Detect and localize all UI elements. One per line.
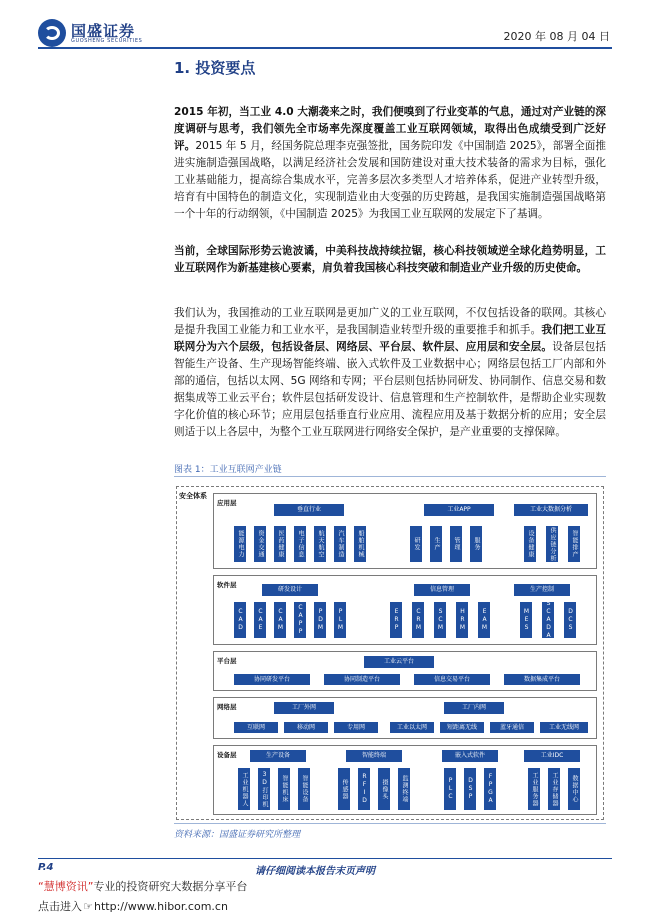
category-box: 研发设计 xyxy=(262,584,318,596)
paragraph-3-a: 我们认为，我国推动的工业互联网是更加广义的工业互联网，不仅包括设备的联网。其核心是提升我国工业能力和工业水平，是我国制造业转型升级的重要推手和抓手。 xyxy=(174,307,606,336)
page-number: P.4 xyxy=(38,862,54,873)
item-box: DCS xyxy=(564,602,576,638)
category-box: 智能终端 xyxy=(346,750,402,762)
watermark-brand: “慧博资讯” xyxy=(38,880,94,893)
item-box: 数据集成平台 xyxy=(504,674,580,685)
item-box: CAM xyxy=(274,602,286,638)
item-box: 智能设备 xyxy=(298,768,310,810)
item-box: 工业服务器 xyxy=(528,768,540,810)
category-box: 垂直行业 xyxy=(274,504,344,516)
category-box: 工厂内网 xyxy=(444,702,504,714)
item-box: SCM xyxy=(434,602,446,638)
category-box: 工业大数据分析 xyxy=(514,504,588,516)
item-box: DSP xyxy=(464,768,476,810)
item-box: 研发 xyxy=(410,526,422,562)
header-divider xyxy=(38,47,612,49)
company-logo xyxy=(38,19,168,49)
item-box: CRM xyxy=(412,602,424,638)
report-date: 2020 年 08 月 04 日 xyxy=(503,30,610,43)
figure-bottom-rule xyxy=(174,823,606,824)
category-box: 工业IDC xyxy=(524,750,580,762)
item-box: 摄像头 xyxy=(378,768,390,810)
watermark-enter-label: 点击进入 xyxy=(38,900,82,913)
item-box: 电子信息 xyxy=(294,526,306,562)
item-box: 工业机器人 xyxy=(238,768,250,810)
item-box: 传感器 xyxy=(338,768,350,810)
item-box: 数据中心 xyxy=(568,768,580,810)
layer-device xyxy=(213,745,597,815)
item-box: ERP xyxy=(390,602,402,638)
layer-software xyxy=(213,575,597,645)
item-box: 3D打印机 xyxy=(258,768,270,810)
category-box: 工业APP xyxy=(424,504,494,516)
item-box: 资金交通 xyxy=(254,526,266,562)
category-box: 生产设备 xyxy=(250,750,306,762)
watermark-line-2 xyxy=(38,898,228,914)
item-box: 能源电力 xyxy=(234,526,246,562)
item-box: 工业以太网 xyxy=(390,722,434,733)
item-box: CAPP xyxy=(294,602,306,638)
layer-application xyxy=(213,493,597,569)
item-box: HRM xyxy=(456,602,468,638)
item-box: 航天航空 xyxy=(314,526,326,562)
footer-divider xyxy=(38,858,612,859)
item-box: MES xyxy=(520,602,532,638)
category-box: 工业云平台 xyxy=(364,656,434,668)
item-box: RFID xyxy=(358,768,370,810)
layer-label-network: 网络层 xyxy=(217,703,237,711)
watermark-tagline: 专业的投资研究大数据分享平台 xyxy=(93,880,248,893)
watermark-line-1 xyxy=(38,878,247,894)
item-box: 智能排产 xyxy=(568,526,580,562)
disclaimer-note: 请仔细阅读本报告末页声明 xyxy=(255,866,375,877)
layer-label-application: 应用层 xyxy=(217,499,237,507)
item-box: 生产 xyxy=(430,526,442,562)
item-box: 蓝牙通信 xyxy=(490,722,534,733)
item-box: CAD xyxy=(234,602,246,638)
figure-caption: 图表 1：工业互联网产业链 xyxy=(174,465,282,475)
layer-network xyxy=(213,697,597,739)
paragraph-3-lead: 我们把工业互联网分为六个层级，包括设备层、网络层、平台层、软件层、应用层和安全层。 xyxy=(174,324,607,353)
category-box: 嵌入式软件 xyxy=(442,750,498,762)
logo-name-cn: 国盛证券 xyxy=(71,22,136,40)
figure-source: 资料来源：国盛证券研究所整理 xyxy=(174,830,301,840)
item-box: PDM xyxy=(314,602,326,638)
item-box: SCADA xyxy=(542,602,554,638)
item-box: 设备健康 xyxy=(524,526,536,562)
item-box: 智能机床 xyxy=(278,768,290,810)
layer-label-device: 设备层 xyxy=(217,751,237,759)
paragraph-2-body: 当前，全球国际形势云诡波谲，中美科技战持续拉锯，核心科技领域逆全球化趋势明显，工业互联网作为新基建核心要素，肩负着我国核心科技突破和制造业产业升级的历史使命。 xyxy=(174,245,606,274)
hand-cursor-icon: ☞ xyxy=(83,900,93,913)
item-box: 医药健康 xyxy=(274,526,286,562)
item-box: 管理 xyxy=(450,526,462,562)
item-box: CAE xyxy=(254,602,266,638)
logo-name-en: GUOSHENG SECURITIES xyxy=(71,38,143,44)
item-box: 互联网 xyxy=(234,722,278,733)
paragraph-3 xyxy=(174,305,606,441)
item-box: PLC xyxy=(444,768,456,810)
item-box: EAM xyxy=(478,602,490,638)
logo-mark-icon xyxy=(38,19,66,47)
figure-top-rule xyxy=(174,476,606,477)
item-box: 协同研发平台 xyxy=(234,674,310,685)
section-title: 1. 投资要点 xyxy=(174,59,256,77)
layer-platform xyxy=(213,651,597,691)
item-box: FPGA xyxy=(484,768,496,810)
item-box: 专用网 xyxy=(334,722,378,733)
industry-chain-diagram xyxy=(176,486,604,820)
safety-system-label: 安全体系 xyxy=(179,492,207,500)
item-box: PLM xyxy=(334,602,346,638)
item-box: 船舶机械 xyxy=(354,526,366,562)
watermark-link[interactable]: http://www.hibor.com.cn xyxy=(94,900,228,913)
paragraph-1 xyxy=(174,104,606,223)
paragraph-1-lead: 2015 年初，当工业 4.0 大潮袭来之时，我们便嗅到了行业变革的气息，通过对产业链的深度调研与思考，我们领先全市场率先深度覆盖工业互联网领域，取得出色成绩受到广泛好评。 xyxy=(174,106,606,152)
item-box: 信息交易平台 xyxy=(414,674,490,685)
category-box: 工厂外网 xyxy=(274,702,334,714)
category-box: 生产控制 xyxy=(514,584,570,596)
paragraph-3-b: 设备层包括智能生产设备、生产现场智能终端、嵌入式软件及工业数据中心；网络层包括工厂内部和外部的通信，包括以太网、5G 网络和专网；平台层则包括协同研发、协同制作、信息交易和数据集成等工业云平台；软件层包括研发设计、信息管理和生产控制软件，是帮助企业实现数字化价值的核心环节；应用层包括垂直行业应用、流程应用及基于数据分析的应用；安全层则适于以上各层中，为整个工业互联网进行网络安全保护，是产业重要的支撑保障。 xyxy=(174,341,607,438)
paragraph-1-body: 2015 年 5 月，经国务院总理李克强签批，国务院印发《中国制造 2025》，部署全面推进实施制造强国战略，以满足经济社会发展和国防建设对重大技术装备的需求为目标，强化工业基础能力，提高综合集成水平，完善多层次多类型人才培养体系，促进产业转型升级，培育有中国特色的制造文化，实现制造业由大变强的历史跨越，是我国实施制造强国战略第一个十年的行动纲领，《中国制造 2025》为我国工业互联网的发展定下了基调。 xyxy=(174,140,607,220)
item-box: 工业存储器 xyxy=(548,768,560,810)
item-box: 监测终端 xyxy=(398,768,410,810)
layer-label-platform: 平台层 xyxy=(217,657,237,665)
item-box: 服务 xyxy=(470,526,482,562)
item-box: 协同制造平台 xyxy=(324,674,400,685)
item-box: 工业无线网 xyxy=(540,722,588,733)
item-box: 短距离无线 xyxy=(440,722,484,733)
item-box: 汽车制造 xyxy=(334,526,346,562)
category-box: 信息管理 xyxy=(414,584,470,596)
item-box: 移动网 xyxy=(284,722,328,733)
layer-label-software: 软件层 xyxy=(217,581,237,589)
paragraph-2 xyxy=(174,243,606,277)
item-box: 供应链分析 xyxy=(546,526,558,562)
